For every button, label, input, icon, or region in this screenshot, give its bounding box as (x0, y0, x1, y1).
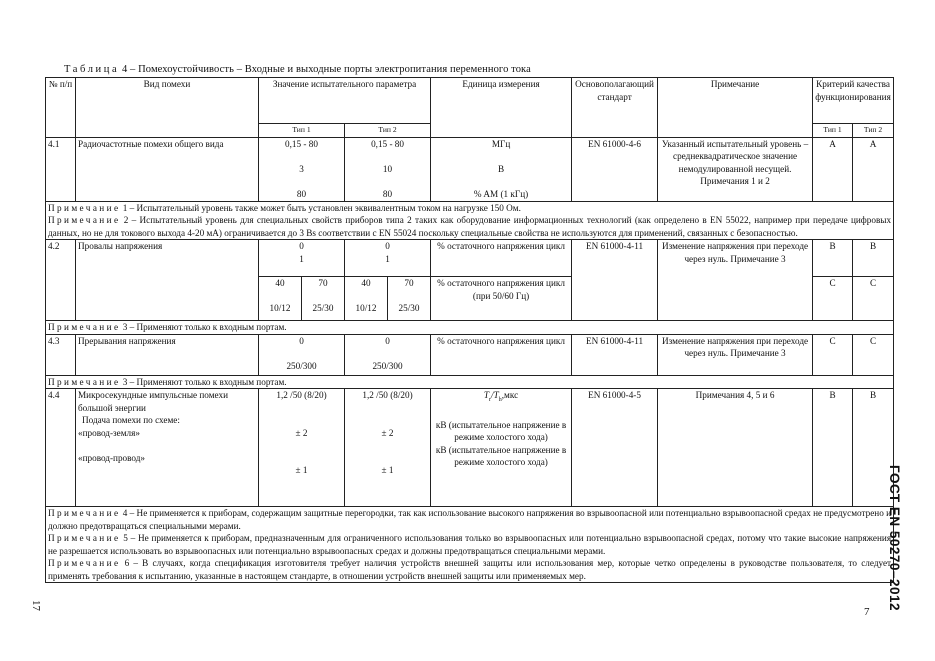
row-crit-type1: C (813, 277, 853, 321)
note-text: 2 – Испытательный уровень для специальных свойств приборов типа 2 таких как оборудование информационных технологий (как определено в EN 55022, например при передаче цифровых данных, но не для токового выхода 4-20 мА) ограничивается до 3 Вs соответствии с EN 55024 поскольку специальные свойства не используются для применений, связанных с безопасностью. (48, 215, 892, 238)
unit-end: ,мкс (501, 390, 519, 400)
header-remark: Примечание (658, 78, 813, 138)
table-notes-1-2 (46, 201, 894, 240)
row-crit-type2: C (853, 277, 894, 321)
row-type2-values (345, 389, 431, 507)
row-crit-type1: B (813, 240, 853, 277)
row-remark: Изменение напряжения при переходе через нуль. Примечание 3 (658, 240, 813, 321)
value-cell: 1 (299, 253, 304, 264)
unit-kv: кВ (испытательное напряжение в режиме холостого хода) (435, 419, 567, 443)
unit-sub: h (498, 396, 502, 403)
value-cell (388, 277, 431, 321)
value-cell: 10 (382, 163, 393, 174)
note-label: Примечание (48, 376, 121, 387)
standard-designation: ГОСТ EN 50270–2012 (887, 465, 902, 611)
value-cell: 0 (385, 241, 390, 251)
row-type1-values (259, 240, 345, 277)
row-crit-type2: B (853, 240, 894, 277)
row-line-earth: «провод-земля» (78, 427, 140, 438)
row-type2-values (345, 240, 431, 277)
row-unit (431, 137, 572, 201)
table-row (46, 334, 894, 375)
header-standard: Основополагающий стандарт (572, 78, 658, 138)
row-crit-type1: B (813, 389, 853, 507)
row-unit: % остаточного напряжения цикл (431, 240, 572, 277)
value-text: 10/12 (269, 303, 291, 313)
row-type1-values (259, 137, 345, 201)
value-cell (345, 277, 388, 321)
row-remark: Указанный испытательный уровень – среднеквадратическое значение немодулированной несущей. Примечания 1 и 2 (658, 137, 813, 201)
value-text: 40 (275, 278, 285, 288)
table-title-text: 4 – Помехоустойчивость – Входные и выходные порты электропитания переменного тока (119, 64, 531, 75)
value-cell: 1,2 /50 (8/20) (362, 390, 413, 400)
header-type1: Тип 1 (259, 124, 345, 138)
row-crit-type2: C (853, 334, 894, 375)
row-line-line: «провод-провод» (78, 452, 146, 463)
value-cell: 80 (296, 188, 307, 199)
page-number-left: 17 (30, 600, 42, 611)
row-no: 4.2 (46, 240, 76, 321)
row-kind: Прерывания напряжения (76, 334, 259, 375)
unit-value: МГц (491, 138, 511, 149)
row-type2-values (345, 137, 431, 201)
value-cell: ± 2 (381, 427, 394, 438)
unit-sep: /T (491, 390, 499, 400)
note-label: Примечание (48, 533, 121, 543)
note-label: Примечание (48, 202, 121, 213)
row-kind-cell (76, 389, 259, 507)
header-type2: Тип 2 (345, 124, 431, 138)
value-cell: ± 1 (295, 465, 308, 475)
row-crit-type2: A (853, 137, 894, 201)
row-no: 4.4 (46, 389, 76, 507)
header-test-value: Значение испытательного параметра (259, 78, 431, 124)
table-note-3-repeat (46, 375, 894, 389)
value-text: 40 (361, 278, 371, 288)
row-crit-type1: A (813, 137, 853, 201)
row-remark: Примечания 4, 5 и 6 (658, 389, 813, 507)
value-cell: 3 (299, 163, 304, 174)
row-standard: EN 61000-4-6 (572, 137, 658, 201)
unit-kv: кВ (испытательное напряжение в режиме холостого хода) (435, 444, 567, 468)
immunity-table (45, 77, 894, 583)
header-crit-type1: Тип 1 (813, 124, 853, 138)
row-kind: Радиочастотные помехи общего вида (76, 137, 259, 201)
value-cell: 0 (299, 335, 304, 346)
note-label: Примечание (48, 508, 121, 518)
table-note-row (46, 321, 894, 335)
note-label: Примечание (48, 215, 121, 225)
row-type1-values (259, 334, 345, 375)
value-text: 25/30 (312, 303, 334, 313)
value-text: 70 (318, 278, 328, 288)
value-text: 25/30 (398, 303, 420, 313)
value-cell: 80 (382, 188, 393, 199)
row-kind: Провалы напряжения (76, 240, 259, 321)
table-note-row (46, 375, 894, 389)
table-row (46, 240, 894, 277)
value-cell: 0 (385, 335, 390, 346)
value-text: 10/12 (355, 303, 377, 313)
value-cell: 250/300 (372, 360, 403, 371)
row-no: 4.1 (46, 137, 76, 201)
unit-value: В (497, 163, 505, 174)
unit-t: T (483, 390, 490, 400)
table-title (64, 64, 844, 75)
row-standard: EN 61000-4-5 (572, 389, 658, 507)
value-cell (259, 277, 302, 321)
row-unit (431, 389, 572, 507)
row-standard: EN 61000-4-11 (572, 334, 658, 375)
note-text: 5 – Не применяется к приборам, предназначенным для ограниченного использования только во взрывоопасных или потенциально взрывоопасной средах, потому что такие высокие напряжения не разрешается использовать во взрывоопасных или потенциально взрывоопасных средах и должны предотвращаться специальными мерами. (48, 533, 892, 556)
row-unit: % остаточного напряжения цикл (431, 334, 572, 375)
note-label: Примечание (48, 322, 121, 332)
note-text: 1 – Испытательный уровень также может быть установлен эквивалентным током на нагрузке 150 Ом. (120, 202, 521, 213)
table-note-3 (46, 321, 894, 335)
row-remark: Изменение напряжения при переходе через нуль. Примечание 3 (658, 334, 813, 375)
unit-time (433, 389, 569, 406)
row-scheme: Подача помехи по схеме: (82, 415, 180, 425)
table-note-row (46, 201, 894, 240)
row-type2-values (345, 334, 431, 375)
table-title-label: Таблица (64, 64, 120, 75)
row-type1-values (259, 389, 345, 507)
value-cell: 0,15 - 80 (371, 138, 404, 149)
row-unit: % остаточного напряжения цикл (при 50/60 Гц) (431, 277, 572, 321)
page-number-right: 7 (864, 606, 870, 618)
value-cell: ± 2 (295, 427, 308, 438)
row-no: 4.3 (46, 334, 76, 375)
row-crit-type1: C (813, 334, 853, 375)
note-label: Примечание (48, 558, 121, 568)
header-crit-type2: Тип 2 (853, 124, 894, 138)
value-text: 70 (404, 278, 414, 288)
note-text: 3 – Применяют только к входным портам. (120, 376, 287, 387)
table-note-row (46, 507, 894, 583)
table-row (46, 137, 894, 201)
unit-sub: r (489, 396, 492, 403)
table-notes-4-6 (46, 507, 894, 583)
note-text: 3 – Применяют только к входным портам. (120, 322, 287, 332)
note-text: 4 – Не применяется к приборам, содержащим защитные перегородки, так как использование высокого напряжения во взрывоопасной или потенциально взрывоопасной средах не предусмотрено и должно предотвращаться специальными мерами. (48, 508, 892, 531)
header-unit: Единица измерения (431, 78, 572, 138)
value-cell: 0,15 - 80 (285, 138, 318, 149)
header-criteria: Критерий качества функционирования (813, 78, 894, 124)
row-crit-type2: B (853, 389, 894, 507)
value-cell: 250/300 (286, 360, 317, 371)
value-cell: 1,2 /50 (8/20) (276, 390, 327, 400)
row-kind: Микросекундные импульсные помехи большой энергии (78, 390, 228, 413)
header-kind: Вид помехи (76, 78, 259, 138)
value-cell: ± 1 (381, 465, 394, 475)
table-row (46, 389, 894, 507)
value-cell (302, 277, 345, 321)
value-cell: 0 (299, 241, 304, 251)
header-no: № п/п (46, 78, 76, 138)
unit-value: % AM (1 кГц) (473, 188, 529, 199)
row-standard: EN 61000-4-11 (572, 240, 658, 321)
value-cell: 1 (385, 253, 390, 264)
note-text: 6 – В случаях, когда спецификация изготовителя требует наличия устройств внешней защиты или использования мер, которые четко определены в руководстве пользователя, то следует применять требования к испытанию, указанные в настоящем стандарте, в отношении устройств внешней защиты или применяемых мер. (48, 558, 892, 581)
